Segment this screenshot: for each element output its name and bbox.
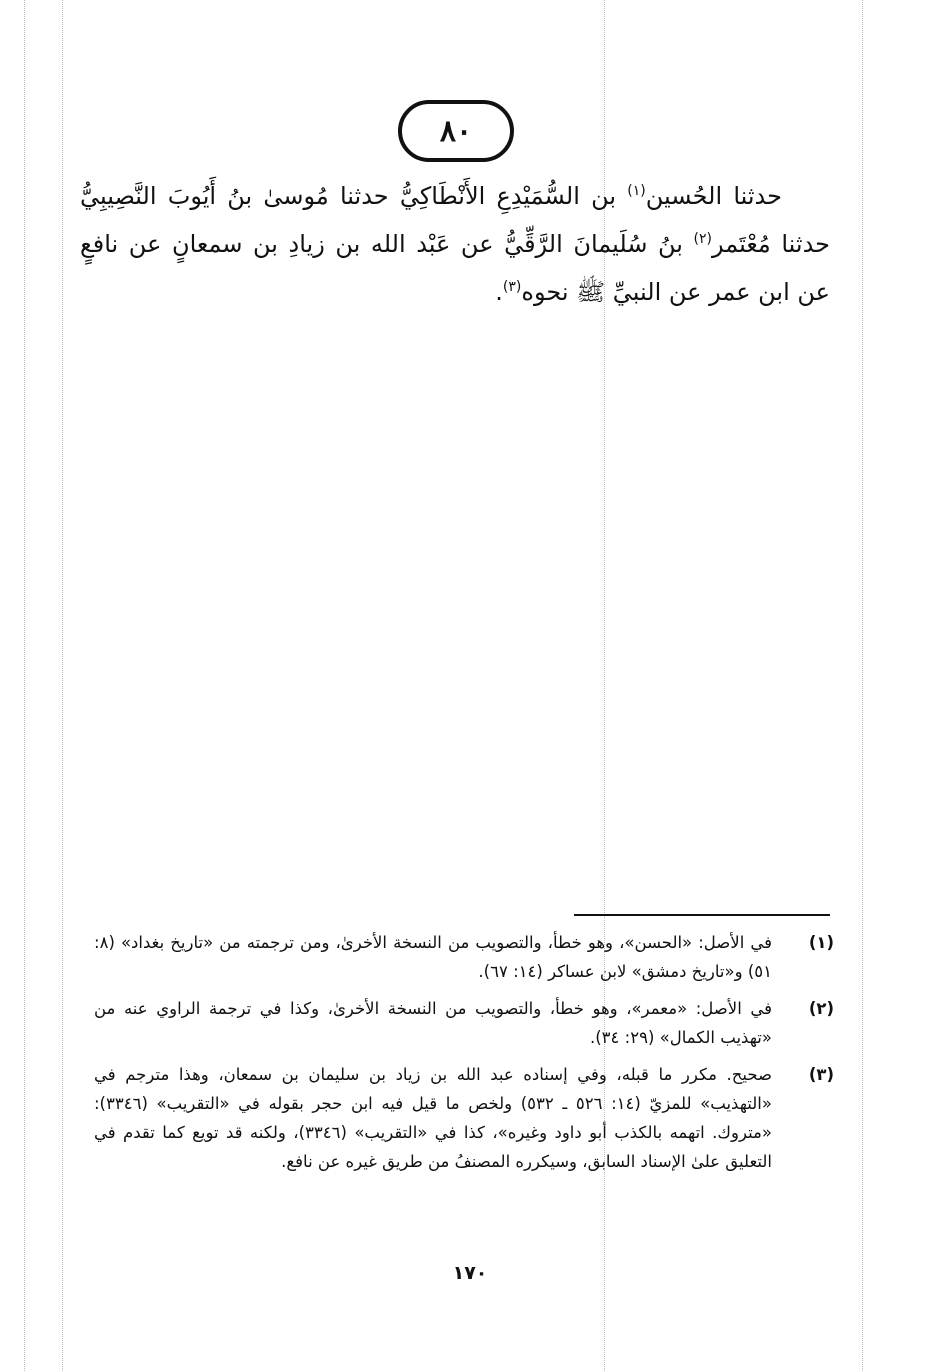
footnote-number: (٣)	[808, 1065, 834, 1084]
hadith-number-badge	[398, 100, 514, 162]
hadith-number: ٨٠	[439, 113, 473, 149]
footnote-ref[interactable]: (١)	[627, 183, 646, 199]
hadith-line-text: عن ابن عمر عن النبيِّ ﷺ نحوه	[521, 278, 830, 306]
scan-artifact-line	[862, 0, 863, 1371]
hadith-line-text: .	[495, 278, 503, 306]
footnote-item	[94, 928, 834, 986]
hadith-line-text: بنُ سُلَيمانَ الرَّقِّيُّ عن عَبْد الله بن زيادِ بن سمعانٍ عن نافعٍ	[80, 230, 694, 258]
footnote-item	[94, 1060, 834, 1176]
footnote-text: في الأصل: «الحسن»، وهو خطأ، والتصويب من النسخة الأخرىٰ، ومن ترجمته من «تاريخ بغداد» (٨: ٥١) و«تاريخ دمشق» لابن عساكر (١٤: ٦٧).	[94, 933, 772, 981]
hadith-line	[80, 172, 830, 220]
footnote-text: في الأصل: «معمر»، وهو خطأ، والتصويب من النسخة الأخرىٰ، وكذا في ترجمة الراوي عنه من «تهذيب الكمال» (٢٩: ٣٤).	[94, 999, 772, 1047]
hadith-line	[80, 268, 830, 316]
footnotes	[94, 928, 834, 1184]
hadith-line	[80, 220, 830, 268]
footnote-number: (٢)	[808, 999, 834, 1018]
footnote-divider	[574, 914, 830, 916]
hadith-text	[80, 172, 830, 316]
footnote-text: صحيح. مكرر ما قبله، وفي إسناده عبد الله بن زياد بن سليمان بن سمعان، وهذا مترجم في «التهذيب» للمزيّ (١٤: ٥٢٦ ـ ٥٣٢) ولخص ما قيل فيه ابن حجر بقوله في «التقريب» (٣٣٤٦): «متروك. اتهمه بالكذب أبو داود وغيره»، كذا في «التقريب» (٣٣٤٦)، ولكنه قد تويع كما تقدم في التعليق علىٰ الإسناد السابق، وسيكرره المصنفُ من طريق غيره عن نافع.	[94, 1065, 772, 1171]
hadith-line-text: بن السُّمَيْدِعِ الأَنْطَاكِيُّ حدثنا مُوسىٰ بنُ أَيُوبَ النَّصِيبِيُّ	[80, 182, 628, 210]
scan-artifact-line	[62, 0, 63, 1371]
footnote-item	[94, 994, 834, 1052]
hadith-line-text: حدثنا الحُسين	[645, 182, 782, 210]
footnote-ref[interactable]: (٣)	[502, 279, 522, 295]
hadith-line-text: حدثنا مُعْتَمر	[711, 230, 831, 258]
scan-artifact-line	[24, 0, 25, 1371]
footnote-ref[interactable]: (٢)	[693, 231, 712, 247]
footnote-number: (١)	[808, 933, 834, 952]
page-number: ١٧٠	[452, 1262, 488, 1284]
